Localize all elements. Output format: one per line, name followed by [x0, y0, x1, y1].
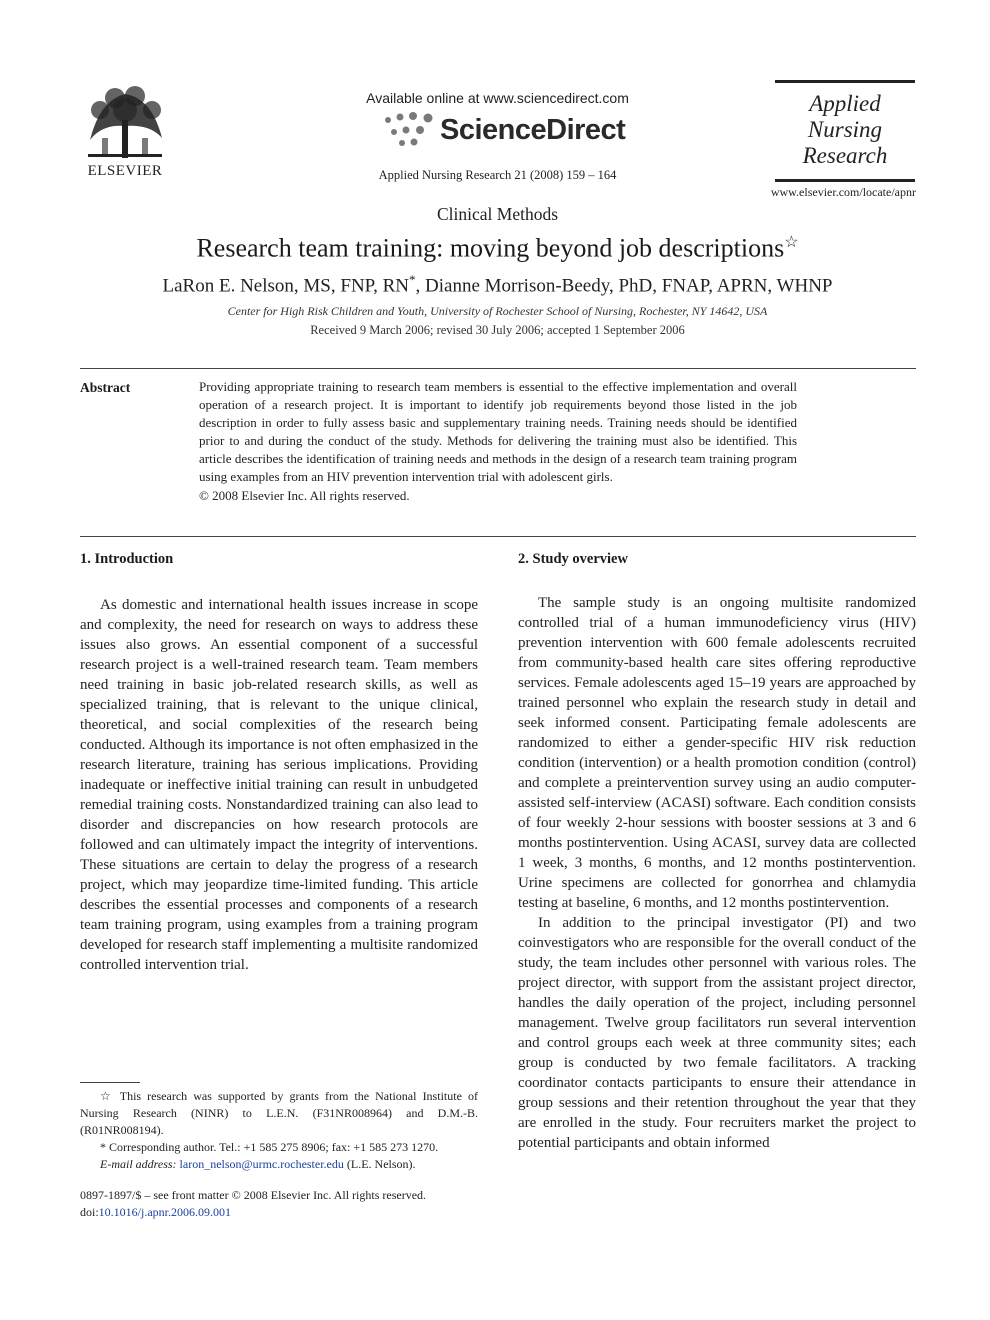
abstract-body — [199, 378, 797, 505]
front-matter-text: 0897-1897/$ – see front matter © 2008 Elsevier Inc. All rights reserved. — [80, 1188, 427, 1202]
journal-logo-line: Research — [802, 143, 888, 168]
email-footnote — [80, 1156, 478, 1173]
footnote-divider — [80, 1082, 140, 1083]
divider — [80, 368, 916, 369]
author-1: LaRon E. Nelson, MS, FNP, RN — [162, 275, 410, 297]
journal-logo — [775, 80, 915, 182]
journal-logo-line: Nursing — [807, 117, 883, 142]
journal-logo-line: Applied — [809, 91, 881, 116]
journal-citation: Applied Nursing Research 21 (2008) 159 – 164 — [378, 168, 617, 182]
doi-link[interactable]: 10.1016/j.apnr.2006.09.001 — [98, 1205, 231, 1219]
section-heading-study-overview: 2. Study overview — [518, 551, 628, 567]
abstract-text: Providing appropriate training to research team members is essential to the effective implementation and overall operation of a research project. It is important to identify job requirements beyond those listed in the job description in order to fully assess basic and supplementary training needs. Training needs should be identified prior to and during the conduct of the study. Methods for delivering the training must also be identified. This article describes the identification of training needs and methods in the design of a research team training program using examples from an HIV prevention intervention trial with adolescent girls. — [199, 379, 797, 485]
article-category: Clinical Methods — [436, 204, 559, 224]
article-title — [80, 232, 915, 264]
corresponding-footnote: * Corresponding author. Tel.: +1 585 275 8906; fax: +1 585 273 1270. — [100, 1140, 439, 1154]
abstract-label: Abstract — [80, 380, 131, 395]
author-list — [80, 272, 915, 297]
received-dates: Received 9 March 2006; revised 30 July 2006; accepted 1 September 2006 — [310, 323, 685, 337]
divider — [80, 536, 916, 537]
funding-footnote: ☆ This research was supported by grants from the National Institute of Nursing Research (NINR) to L.E.N. (F31NR008964) and D.M.-B. (R01NR008194). — [80, 1089, 478, 1137]
affiliation: Center for High Risk Children and Youth, University of Rochester School of Nursing, Rochester, NY 14642, USA — [227, 304, 768, 318]
paragraph: In addition to the principal investigator (PI) and two coinvestigators who are responsible for the overall conduct of the study, the team includes other personnel with various roles. The project director, with support from the assistant project director, handles the daily operation of the project, including personnel management. Twelve group facilitators run several intervention and control groups each week at three community sites; each group is conducted by two female facilitators. A tracking coordinator contacts participants to ensure their attendance in group sessions and their retention throughout the year that they are enrolled in the study. Four recruiters market the project to potential participants and obtain informed — [518, 915, 916, 1151]
author-2: , Dianne Morrison-Beedy, PhD, FNAP, APRN, WHNP — [415, 275, 833, 297]
paragraph: The sample study is an ongoing multisite randomized controlled trial of a human immunodeficiency virus (HIV) prevention intervention with 600 female adolescents recruited from community-based health care sites offering reproductive services. Female adolescents aged 15–19 years are approached by trained personnel who explain the research study in detail and seek informed consent. Participating female adolescents are randomized to either a gender-specific HIV risk reduction condition (intervention) or a health promotion condition (control) and complete a preintervention survey using an audio computer-assisted self-interview (ACASI) software. Each condition consists of four weekly 2-hour sessions with booster sessions at 3 and 6 months postintervention. Using ACASI, survey data are collected 1 week, 3 months, 6 months, and 12 months postintervention. Urine specimens are collected for gonorrhea and chlamydia testing at baseline, 6 months, and 12 months postintervention. — [518, 595, 916, 911]
available-online: Available online at www.sciencedirect.com — [366, 90, 629, 106]
title-footnote-mark[interactable]: ☆ — [784, 234, 799, 251]
doi-label: doi: — [80, 1205, 99, 1219]
author-footnote-mark[interactable]: * — [409, 272, 416, 287]
paragraph: As domestic and international health issues increase in scope and complexity, the need for research on ways to address these issues also grows. An essential component of a successful research project is a well-trained research team. Team members need training in basic job-related research skills, as well as specialized training, that is relevant to the unique clinical, theoretical, and social complexities of the research being conducted. Although its importance is not often emphasized in the research literature, training has serious implications. Providing inadequate or ineffective initial training can result in unbudgeted remedial training costs. Nonstandardized training can also lead to disorder and discrepancies on how research protocols are followed and can ultimately impact the integrity of interventions. These situations are certain to delay the progress of a research project, which may jeopardize time-limited funding. This article describes the essential processes and components of a research team training program, using examples from a training program developed for research staff implementing a multisite randomized controlled intervention trial. — [80, 597, 478, 973]
email-link[interactable]: laron_nelson@urmc.rochester.edu — [179, 1157, 344, 1171]
introduction-body — [80, 595, 478, 975]
title-text: Research team training: moving beyond job descriptions — [196, 233, 785, 263]
sciencedirect-logo-text: ScienceDirect — [440, 114, 626, 146]
journal-url[interactable]: www.elsevier.com/locate/apnr — [770, 185, 916, 199]
abstract-copyright: © 2008 Elsevier Inc. All rights reserved. — [199, 487, 410, 503]
front-matter — [80, 1187, 500, 1221]
email-label: E-mail address: — [100, 1157, 177, 1171]
elsevier-wordmark: ELSEVIER — [87, 163, 163, 179]
doi-line — [80, 1204, 500, 1221]
email-suffix: (L.E. Nelson). — [346, 1157, 416, 1171]
section-heading-introduction: 1. Introduction — [80, 551, 174, 567]
study-overview-body — [518, 593, 916, 1173]
